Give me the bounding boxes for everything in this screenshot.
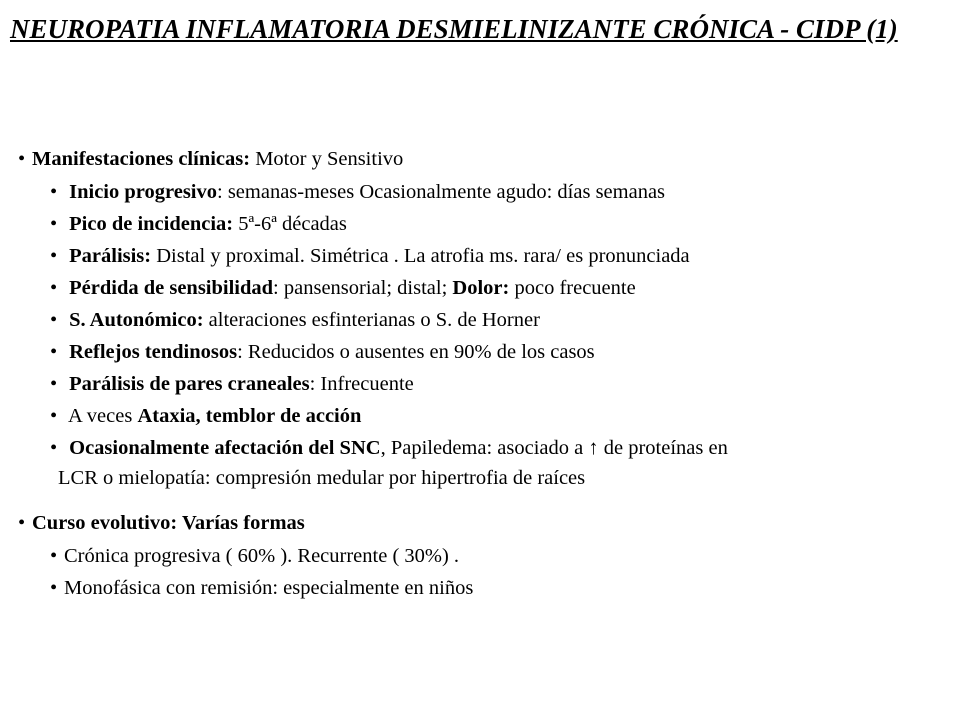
bullet-icon: • bbox=[50, 373, 58, 395]
item-bold: Parálisis: bbox=[69, 245, 152, 267]
bullet-icon: • bbox=[50, 437, 58, 459]
list-item bbox=[50, 372, 414, 396]
list-item bbox=[50, 340, 595, 364]
arrow-up-icon: ↑ bbox=[588, 437, 599, 459]
item-bold: Pérdida de sensibilidad bbox=[69, 277, 274, 299]
item-pre: A veces bbox=[68, 405, 138, 427]
item-text: : pansensorial; distal; bbox=[273, 277, 453, 299]
list-item bbox=[50, 308, 540, 332]
item-text: Distal y proximal. Simétrica . La atrofia ms. rara/ es pronunciada bbox=[151, 245, 690, 267]
item-text: alteraciones esfinterianas o S. de Horner bbox=[203, 309, 540, 331]
list-item bbox=[50, 576, 473, 600]
bullet-icon: • bbox=[50, 309, 58, 331]
list-item bbox=[50, 276, 636, 300]
bullet-icon: • bbox=[50, 577, 58, 599]
item-bold-2: Dolor: bbox=[452, 277, 510, 299]
item-text: Monofásica con remisión: especialmente en niños bbox=[64, 577, 474, 599]
item-text: Crónica progresiva ( 60% ). Recurrente ( 30%) . bbox=[64, 545, 460, 567]
clinical-heading-label: Manifestaciones clínicas: bbox=[32, 148, 251, 170]
list-item bbox=[50, 180, 665, 204]
item-text: , Papiledema: asociado a bbox=[380, 437, 589, 459]
list-item-continuation: LCR o mielopatía: compresión medular por hipertrofia de raíces bbox=[58, 467, 586, 489]
list-item bbox=[50, 244, 690, 268]
item-text-2: de proteínas en bbox=[598, 437, 728, 459]
item-bold: Parálisis de pares craneales bbox=[69, 373, 310, 395]
list-item bbox=[50, 212, 347, 236]
bullet-icon: • bbox=[50, 245, 58, 267]
list-item bbox=[50, 544, 459, 568]
item-text: : semanas-meses Ocasionalmente agudo: días semanas bbox=[217, 181, 666, 203]
slide-title: NEUROPATIA INFLAMATORIA DESMIELINIZANTE CRÓNICA - CIDP (1) bbox=[10, 14, 898, 44]
bullet-icon: • bbox=[50, 405, 58, 427]
course-heading bbox=[18, 511, 305, 535]
item-text-2: poco frecuente bbox=[509, 277, 636, 299]
item-bold: Reflejos tendinosos bbox=[69, 341, 238, 363]
item-bold: Ataxia, temblor de acción bbox=[137, 405, 362, 427]
item-text: : Infrecuente bbox=[309, 373, 414, 395]
item-bold: Pico de incidencia: bbox=[69, 213, 234, 235]
course-heading-label: Curso evolutivo: Varías formas bbox=[32, 512, 305, 534]
bullet-icon: • bbox=[18, 512, 26, 534]
clinical-heading-rest: Motor y Sensitivo bbox=[250, 148, 404, 170]
clinical-heading bbox=[18, 147, 403, 171]
bullet-icon: • bbox=[50, 277, 58, 299]
item-bold: Ocasionalmente afectación del SNC bbox=[69, 437, 381, 459]
item-bold: Inicio progresivo bbox=[69, 181, 217, 203]
item-text: : Reducidos o ausentes en 90% de los casos bbox=[237, 341, 595, 363]
bullet-icon: • bbox=[50, 213, 58, 235]
bullet-icon: • bbox=[50, 341, 58, 363]
list-item bbox=[50, 404, 361, 428]
list-item bbox=[50, 436, 728, 460]
item-text: 5ª-6ª décadas bbox=[233, 213, 347, 235]
bullet-icon: • bbox=[18, 148, 26, 170]
item-bold: S. Autonómico: bbox=[69, 309, 204, 331]
bullet-icon: • bbox=[50, 181, 58, 203]
bullet-icon: • bbox=[50, 545, 58, 567]
